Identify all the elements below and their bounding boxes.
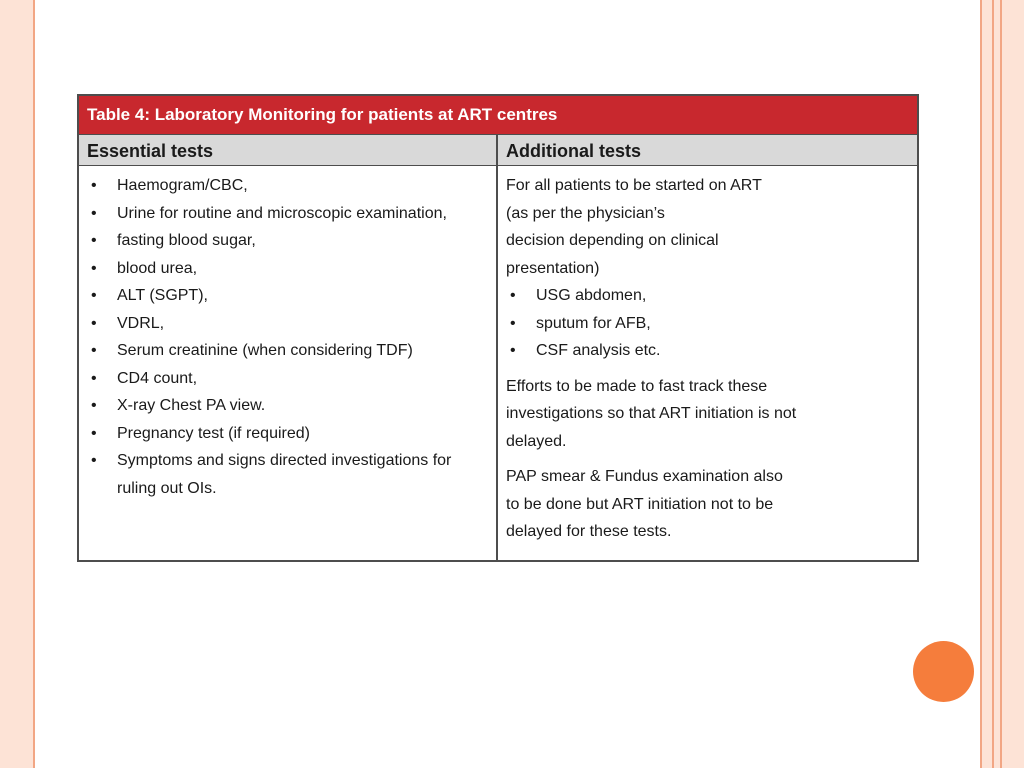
left-decorative-border [0,0,33,768]
additional-tests-list [506,282,909,365]
additional-note-pap-smear [506,463,909,546]
text-line: PAP smear & Fundus examination also [506,468,783,485]
list-item: • USG abdomen, [506,282,909,310]
text-line: delayed. [506,432,567,450]
list-item: • Pregnancy test (if required) [87,420,488,448]
table-title: Table 4: Laboratory Monitoring for patients at ART centres [79,96,917,134]
list-item: • Symptoms and signs directed investigations for ruling out OIs. [87,447,488,502]
essential-tests-cell [79,166,498,560]
list-item: • Serum creatinine (when considering TDF) [87,337,488,365]
additional-intro [506,172,909,282]
text-line: Efforts to be made to fast track these [506,377,768,395]
list-item: • X-ray Chest PA view. [87,392,488,420]
list-item: • fasting blood sugar, [87,227,488,255]
list-item: • ALT (SGPT), [87,282,488,310]
text-line: (as per the physician’s [506,204,665,222]
header-additional-tests: Additional tests [498,134,917,166]
header-essential-tests: Essential tests [79,134,498,166]
additional-tests-cell [498,166,917,560]
orange-accent-dot [913,641,974,702]
text-line: presentation) [506,259,600,277]
essential-tests-list [87,172,488,502]
additional-note-fast-track [506,373,909,456]
left-border-line [33,0,35,768]
list-item: • sputum for AFB, [506,310,909,338]
list-item: • CD4 count, [87,365,488,393]
list-item: • blood urea, [87,255,488,283]
lab-monitoring-table [77,94,919,562]
text-line: For all patients to be started on ART [506,177,762,194]
list-item: • Haemogram/CBC, [87,172,488,200]
list-item: • Urine for routine and microscopic examination, [87,200,488,228]
text-line: investigations so that ART initiation is not [506,405,797,422]
list-item: • CSF analysis etc. [506,337,909,365]
text-line: delayed for these tests. [506,523,672,540]
text-line: to be done but ART initiation not to be [506,495,774,513]
text-line: decision depending on clinical [506,232,719,249]
list-item: • VDRL, [87,310,488,338]
right-decorative-stripes [980,0,1024,768]
